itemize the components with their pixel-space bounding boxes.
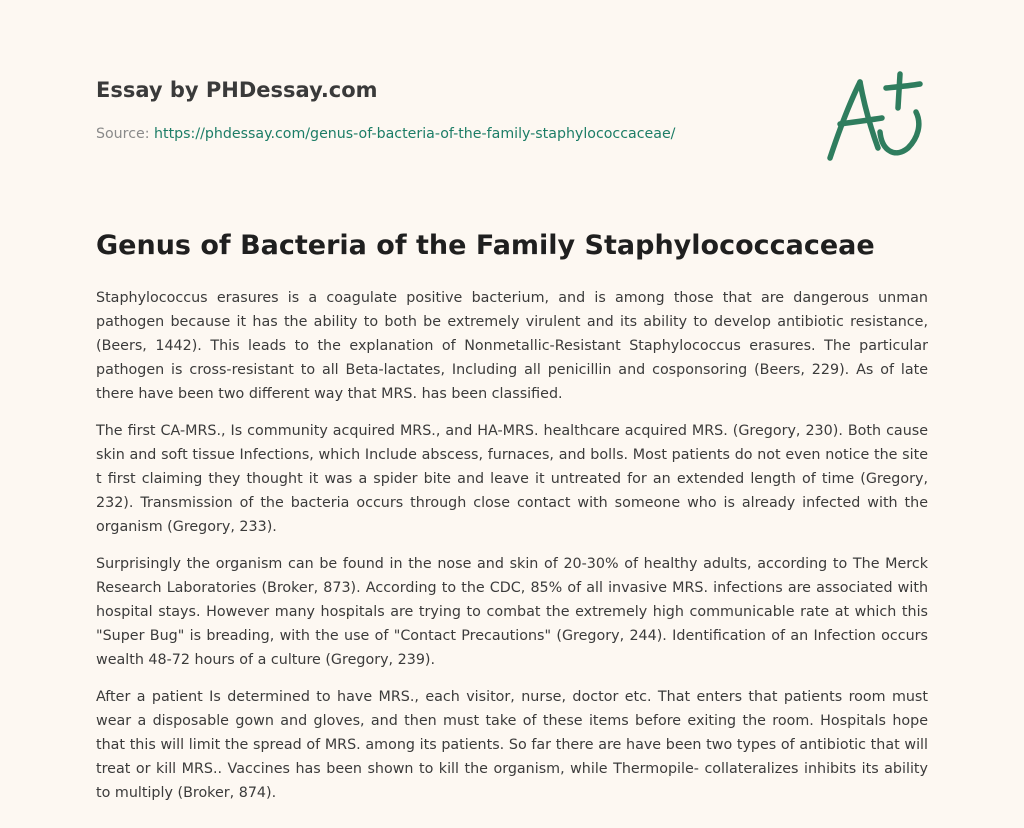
a-plus-logo <box>824 68 928 164</box>
essay-paragraph: The first CA-MRS., Is community acquired MRS., and HA-MRS. healthcare acquired MRS. (Gregory, 230). Both cause skin and soft tissue Infections, which Include abscess, furnaces, and bolls. Most patients do not even notice the site t first claiming they thought it was a spider bite and leave it untreated for an extended length of time (Gregory, 232). Transmission of the bacteria occurs through close contact with someone who is already infected with the organism (Gregory, 233). <box>96 423 928 535</box>
essay-paragraph: Staphylococcus erasures is a coagulate positive bacterium, and is among those that are dangerous unman pathogen because it has the ability to both be extremely virulent and its ability to develop antibiotic resistance, (Beers, 1442). This leads to the explanation of Nonmetallic-Resistant Staphylococcus erasures. The particular pathogen is cross-resistant to all Beta-lactates, Including all penicillin and cosponsoring (Beers, 229). As of late there have been two different way that MRS. has been classified. <box>96 290 928 402</box>
a-plus-grade-icon <box>824 68 928 164</box>
essay-paragraph: After a patient Is determined to have MRS., each visitor, nurse, doctor etc. That enters that patients room must wear a disposable gown and gloves, and then must take of these items before exiting the room. Hospitals hope that this will limit the spread of MRS. among its patients. So far there are have been two types of antibiotic that will treat or kill MRS.. Vaccines has been shown to kill the organism, while Thermopile- collateralizes inhibits its ability to multiply (Broker, 874). <box>96 689 928 801</box>
site-title: Essay by PHDessay.com <box>96 78 378 102</box>
source-label: Source: <box>96 126 155 142</box>
source-link[interactable]: https://phdessay.com/genus-of-bacteria-of-the-family-staphylococcaceae/ <box>154 126 676 142</box>
essay-body <box>96 286 928 818</box>
essay-paragraph: Surprisingly the organism can be found in the nose and skin of 20-30% of healthy adults, according to The Merck Research Laboratories (Broker, 873). According to the CDC, 85% of all invasive MRS. infections are associated with hospital stays. However many hospitals are trying to combat the extremely high communicable rate at which this "Super Bug" is breading, with the use of "Contact Precautions" (Gregory, 244). Identification of an Infection occurs wealth 48-72 hours of a culture (Gregory, 239). <box>96 556 928 668</box>
source-line <box>96 124 796 144</box>
essay-title: Genus of Bacteria of the Family Staphylococcaceae <box>96 230 875 261</box>
page-header <box>96 76 796 144</box>
